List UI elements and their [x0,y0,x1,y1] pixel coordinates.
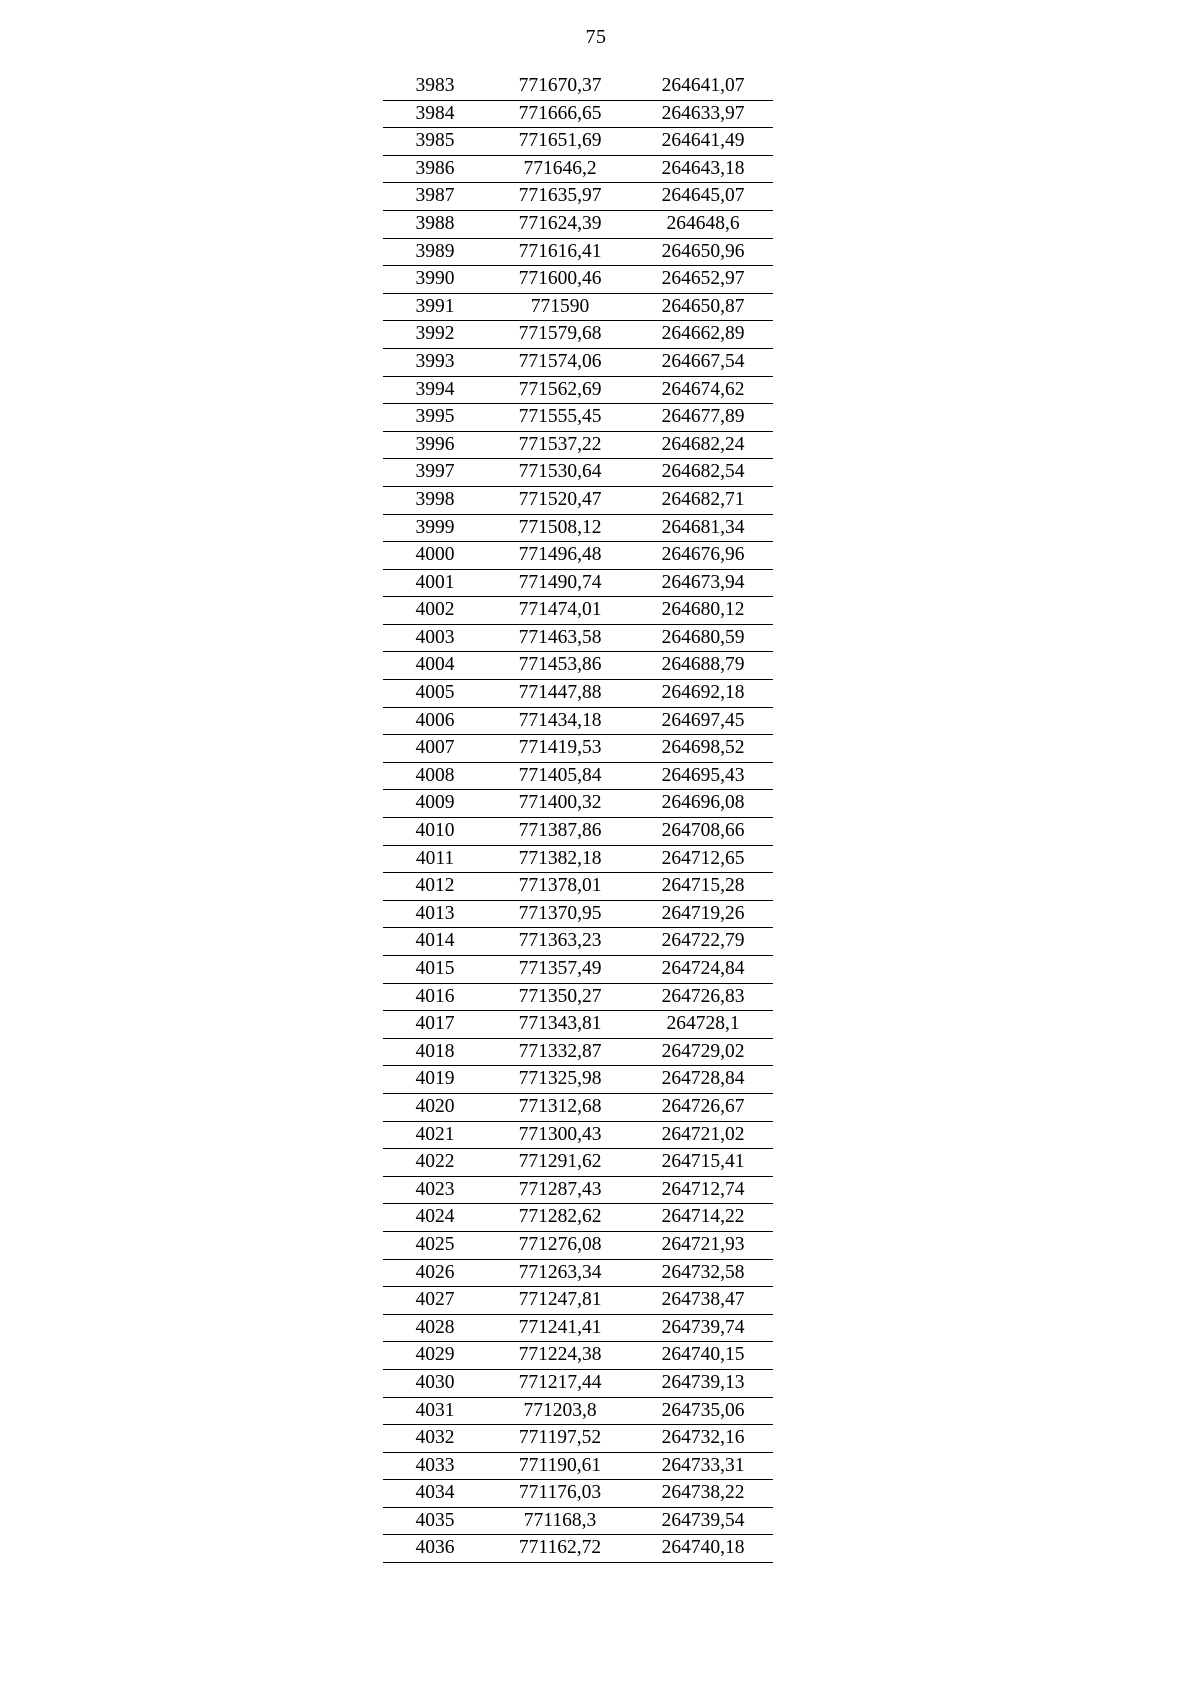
table-row [383,735,773,763]
table-row [383,348,773,376]
table-row [383,652,773,680]
cell-id: 3992 [383,321,487,349]
cell-y: 264682,24 [633,431,773,459]
cell-id: 4003 [383,624,487,652]
cell-x: 771312,68 [487,1093,633,1121]
cell-y: 264692,18 [633,680,773,708]
cell-y: 264733,31 [633,1452,773,1480]
cell-y: 264676,96 [633,542,773,570]
cell-id: 3994 [383,376,487,404]
cell-id: 4022 [383,1149,487,1177]
cell-y: 264721,02 [633,1121,773,1149]
cell-x: 771276,08 [487,1231,633,1259]
table-row [383,1176,773,1204]
coordinate-table-container [383,73,773,1563]
cell-y: 264652,97 [633,266,773,294]
cell-x: 771670,37 [518,75,602,96]
table-row [383,183,773,211]
cell-x: 771325,98 [487,1066,633,1094]
cell-y: 264662,89 [633,321,773,349]
table-row [383,1535,773,1563]
cell-id: 4026 [383,1259,487,1287]
cell-id: 4034 [383,1480,487,1508]
cell-x: 771508,12 [487,514,633,542]
table-row [383,155,773,183]
table-row [383,293,773,321]
cell-x: 771217,44 [487,1369,633,1397]
cell-y: 264673,94 [633,569,773,597]
cell-id: 4012 [383,873,487,901]
cell-x: 771651,69 [487,128,633,156]
cell-y: 264697,45 [633,707,773,735]
cell-x: 771197,52 [487,1425,633,1453]
page-number: 75 [585,26,607,48]
cell-y: 264738,22 [633,1480,773,1508]
table-row [383,238,773,266]
table-row [383,900,773,928]
cell-id: 3985 [383,128,487,156]
cell-y: 264648,6 [633,210,773,238]
cell-y: 264680,12 [633,597,773,625]
cell-x: 771357,49 [487,956,633,984]
table-row [383,569,773,597]
cell-y: 264674,62 [633,376,773,404]
cell-id: 4025 [383,1231,487,1259]
cell-id: 3990 [383,266,487,294]
cell-id: 4006 [383,707,487,735]
cell-id: 3983 [415,75,455,96]
cell-x: 771646,2 [487,155,633,183]
cell-id: 3991 [383,293,487,321]
cell-x: 771600,46 [487,266,633,294]
cell-y: 264681,34 [633,514,773,542]
cell-x: 771162,72 [487,1535,633,1563]
cell-y: 264739,54 [633,1507,773,1535]
cell-y: 264650,96 [633,238,773,266]
cell-x: 771666,65 [487,100,633,128]
cell-x: 771616,41 [487,238,633,266]
cell-y: 264645,07 [633,183,773,211]
cell-id: 4017 [383,1011,487,1039]
cell-id: 4008 [383,762,487,790]
table-row [383,431,773,459]
cell-x: 771635,97 [487,183,633,211]
cell-id: 4024 [383,1204,487,1232]
cell-y: 264698,52 [633,735,773,763]
table-row [383,1452,773,1480]
cell-x: 771555,45 [487,404,633,432]
cell-y: 264719,26 [633,900,773,928]
cell-id: 4021 [383,1121,487,1149]
cell-id: 3987 [383,183,487,211]
cell-id: 3988 [383,210,487,238]
cell-y: 264696,08 [633,790,773,818]
cell-id: 3995 [383,404,487,432]
cell-x: 771350,27 [487,983,633,1011]
table-row [383,1066,773,1094]
cell-id: 4031 [383,1397,487,1425]
table-row [383,514,773,542]
table-row [383,1121,773,1149]
table-row [383,928,773,956]
cell-y: 264740,15 [633,1342,773,1370]
cell-id: 4007 [383,735,487,763]
cell-id: 4009 [383,790,487,818]
cell-y: 264722,79 [633,928,773,956]
cell-id: 3996 [383,431,487,459]
table-row [383,459,773,487]
cell-y: 264739,74 [633,1314,773,1342]
cell-x: 771300,43 [487,1121,633,1149]
table-row [383,1149,773,1177]
cell-x: 771203,8 [487,1397,633,1425]
cell-y: 264712,74 [633,1176,773,1204]
cell-x: 771453,86 [487,652,633,680]
cell-id: 4023 [383,1176,487,1204]
cell-id: 3997 [383,459,487,487]
table-row [383,1314,773,1342]
cell-id: 4014 [383,928,487,956]
table-row [383,1259,773,1287]
table-row [383,100,773,128]
cell-id: 4015 [383,956,487,984]
cell-y: 264732,58 [633,1259,773,1287]
cell-x: 771287,43 [487,1176,633,1204]
cell-y: 264650,87 [633,293,773,321]
cell-id: 3998 [383,486,487,514]
cell-y: 264724,84 [633,956,773,984]
cell-id: 4036 [383,1535,487,1563]
cell-id: 4018 [383,1038,487,1066]
cell-y: 264738,47 [633,1287,773,1315]
cell-id: 4004 [383,652,487,680]
cell-x: 771332,87 [487,1038,633,1066]
cell-x: 771282,62 [487,1204,633,1232]
cell-id: 4020 [383,1093,487,1121]
cell-x: 771419,53 [487,735,633,763]
cell-id: 4033 [383,1452,487,1480]
cell-id: 4010 [383,818,487,846]
cell-y: 264739,13 [633,1369,773,1397]
cell-x: 771574,06 [487,348,633,376]
cell-y: 264667,54 [633,348,773,376]
table-row [383,404,773,432]
cell-id: 3989 [383,238,487,266]
table-row [383,1369,773,1397]
cell-y: 264688,79 [633,652,773,680]
cell-x: 771579,68 [487,321,633,349]
table-row [383,1287,773,1315]
table-row [383,956,773,984]
table-row [383,486,773,514]
table-row [383,542,773,570]
cell-x: 771176,03 [487,1480,633,1508]
cell-x: 771537,22 [487,431,633,459]
cell-x: 771463,58 [487,624,633,652]
cell-id: 4027 [383,1287,487,1315]
cell-x: 771562,69 [487,376,633,404]
table-row [383,1425,773,1453]
cell-y: 264728,1 [633,1011,773,1039]
cell-id: 4029 [383,1342,487,1370]
table-row [383,1507,773,1535]
cell-x: 771263,34 [487,1259,633,1287]
cell-x: 771370,95 [487,900,633,928]
cell-x: 771496,48 [487,542,633,570]
cell-y: 264680,59 [633,624,773,652]
coordinate-table [383,73,773,1563]
table-row [383,321,773,349]
cell-x: 771168,3 [487,1507,633,1535]
table-row [383,1038,773,1066]
table-row [383,845,773,873]
cell-x: 771490,74 [487,569,633,597]
cell-y: 264643,18 [633,155,773,183]
cell-x: 771378,01 [487,873,633,901]
table-row [383,983,773,1011]
cell-y: 264729,02 [633,1038,773,1066]
cell-y: 264726,67 [633,1093,773,1121]
cell-y: 264682,54 [633,459,773,487]
cell-y: 264708,66 [633,818,773,846]
cell-x: 771400,32 [487,790,633,818]
table-row [383,762,773,790]
cell-id: 3984 [383,100,487,128]
cell-id: 4011 [383,845,487,873]
table-row [383,1231,773,1259]
table-row [383,1093,773,1121]
cell-y: 264714,22 [633,1204,773,1232]
cell-x: 771590 [487,293,633,321]
table-row [383,376,773,404]
cell-x: 771343,81 [487,1011,633,1039]
cell-id: 4016 [383,983,487,1011]
cell-id: 4035 [383,1507,487,1535]
cell-y: 264721,93 [633,1231,773,1259]
cell-y: 264682,71 [633,486,773,514]
table-row [383,128,773,156]
table-row [383,1204,773,1232]
cell-id: 4005 [383,680,487,708]
table-row [383,873,773,901]
cell-y: 264677,89 [633,404,773,432]
cell-id: 4013 [383,900,487,928]
table-row [383,624,773,652]
cell-x: 771387,86 [487,818,633,846]
cell-x: 771190,61 [487,1452,633,1480]
cell-x: 771291,62 [487,1149,633,1177]
cell-x: 771447,88 [487,680,633,708]
cell-x: 771405,84 [487,762,633,790]
cell-y: 264732,16 [633,1425,773,1453]
cell-id: 4028 [383,1314,487,1342]
table-row [383,597,773,625]
cell-id: 3993 [383,348,487,376]
cell-id: 4000 [383,542,487,570]
cell-x: 771624,39 [487,210,633,238]
cell-y: 264712,65 [633,845,773,873]
cell-x: 771530,64 [487,459,633,487]
cell-y: 264641,07 [661,75,745,96]
cell-y: 264715,28 [633,873,773,901]
table-row [383,73,773,100]
table-row [383,1342,773,1370]
cell-y: 264633,97 [633,100,773,128]
table-row [383,707,773,735]
coordinate-table-body [383,73,773,1563]
cell-id: 4001 [383,569,487,597]
cell-y: 264726,83 [633,983,773,1011]
cell-id: 3999 [383,514,487,542]
cell-y: 264740,18 [633,1535,773,1563]
cell-id: 4002 [383,597,487,625]
table-row [383,680,773,708]
table-row [383,818,773,846]
cell-x: 771363,23 [487,928,633,956]
table-row [383,210,773,238]
cell-x: 771520,47 [487,486,633,514]
cell-y: 264715,41 [633,1149,773,1177]
cell-x: 771434,18 [487,707,633,735]
table-row [383,1480,773,1508]
cell-id: 4032 [383,1425,487,1453]
cell-id: 4019 [383,1066,487,1094]
cell-y: 264728,84 [633,1066,773,1094]
table-row [383,790,773,818]
table-row [383,266,773,294]
cell-y: 264695,43 [633,762,773,790]
cell-x: 771474,01 [487,597,633,625]
cell-y: 264641,49 [633,128,773,156]
table-row [383,1397,773,1425]
cell-id: 3986 [383,155,487,183]
cell-x: 771224,38 [487,1342,633,1370]
cell-x: 771241,41 [487,1314,633,1342]
cell-x: 771382,18 [487,845,633,873]
cell-id: 4030 [383,1369,487,1397]
cell-x: 771247,81 [487,1287,633,1315]
cell-y: 264735,06 [633,1397,773,1425]
table-row [383,1011,773,1039]
